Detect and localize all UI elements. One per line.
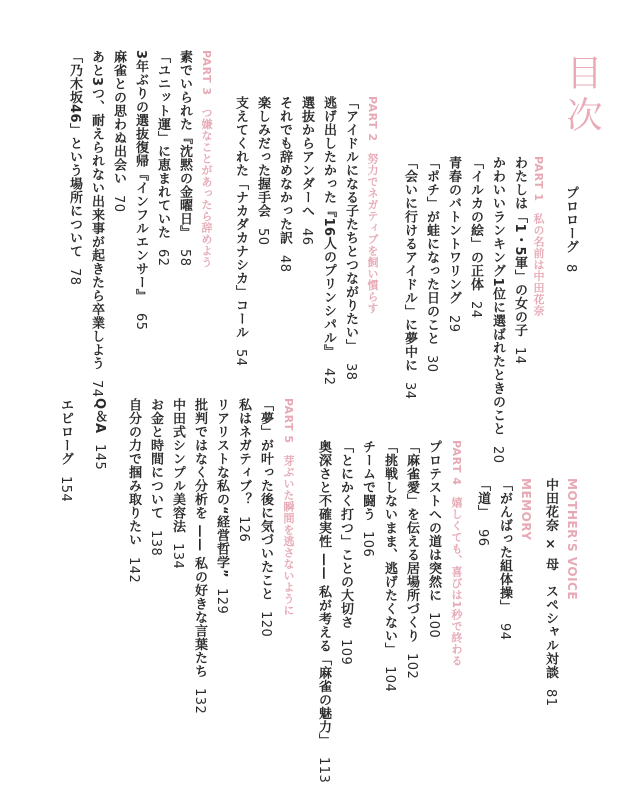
entry-label: 「乃木坂46」という場所について bbox=[67, 50, 82, 259]
part4-heading: PART 4 嬉しくても、喜びは1秒で終わる bbox=[450, 440, 463, 667]
toc-entry bbox=[426, 440, 440, 638]
page-number: 48 bbox=[277, 254, 292, 273]
toc-entry-prologue bbox=[563, 186, 577, 272]
page-number: 46 bbox=[299, 227, 314, 246]
toc-entry-epilogue bbox=[58, 398, 72, 502]
part5-heading: PART 5 芽ぶいた瞬間を逃さないように bbox=[282, 398, 295, 617]
entry-label: 私はネガティブ？ bbox=[236, 398, 251, 506]
page-number: 81 bbox=[543, 689, 558, 707]
entry-label: お金と時間について bbox=[148, 398, 163, 520]
page-number: 134 bbox=[170, 543, 185, 570]
page-number: 24 bbox=[468, 301, 483, 319]
toc-entry bbox=[89, 50, 103, 398]
entry-label: 「ポチ」が蛙になった日のこと bbox=[424, 156, 439, 345]
page-title: 目次 bbox=[561, 54, 602, 138]
page-number: 65 bbox=[133, 312, 148, 331]
page-number: 132 bbox=[192, 688, 207, 715]
toc-entry bbox=[402, 156, 416, 400]
part2-heading: PART 2 努力でネガティブを飼い慣らす bbox=[366, 96, 379, 315]
page-number: 20 bbox=[490, 445, 505, 464]
page-number: 30 bbox=[424, 355, 439, 373]
entry-label: 「とにかく打つ」ことの大切さ bbox=[338, 440, 353, 629]
entry-label: 「挑戦しないまま、逃げたくない」 bbox=[382, 440, 397, 656]
entry-label: Q＆A bbox=[92, 398, 107, 434]
toc-entry bbox=[321, 96, 335, 386]
entry-label: 「アイドルになる子たちとつながりたい」 bbox=[343, 96, 358, 353]
mothers-voice-heading: MOTHER'S VOICE bbox=[565, 478, 579, 601]
page-number: 138 bbox=[148, 529, 163, 556]
entry-label: 青春のバトントワリング bbox=[446, 156, 461, 305]
entry-label: チームで闘う bbox=[360, 440, 375, 521]
page-number: 38 bbox=[343, 362, 358, 381]
entry-label: 「麻雀愛」を伝える居場所づくり bbox=[404, 440, 419, 643]
toc-entry bbox=[382, 440, 396, 692]
toc-entry bbox=[148, 398, 162, 556]
entry-label: 中田花奈 × 母 スペシャル対談 bbox=[543, 478, 558, 680]
page-number: 126 bbox=[236, 516, 251, 543]
toc-entry bbox=[446, 156, 460, 332]
toc-entry bbox=[360, 440, 374, 557]
page-number: 50 bbox=[255, 227, 270, 246]
memory-heading: MEMORY bbox=[519, 478, 533, 541]
entry-label: 自分の力で掴み取りたい bbox=[126, 398, 141, 547]
toc-entry bbox=[192, 398, 206, 714]
entry-label: エピローグ bbox=[58, 398, 73, 466]
toc-entry bbox=[497, 478, 511, 641]
page-number: 113 bbox=[316, 757, 331, 784]
toc-entry bbox=[343, 96, 357, 380]
entry-label: 中田式シンプル美容法 bbox=[170, 398, 185, 533]
page-number: 14 bbox=[512, 347, 527, 365]
entry-label: あと3つ、耐えられない出来事が起きたら卒業しよう bbox=[89, 50, 104, 371]
entry-label: 麻雀との思わぬ出会い bbox=[111, 50, 126, 185]
toc-entry bbox=[468, 156, 482, 319]
page-number: 58 bbox=[177, 249, 192, 267]
entry-label: 「夢」が叶った後に気づいたこと bbox=[258, 398, 273, 601]
part1-heading: PART 1 私の名前は中田花奈 bbox=[532, 156, 545, 317]
entry-label: 奥深さと不確実性 —— 私が考える「麻雀の魅力」 bbox=[316, 440, 331, 748]
page-number: 42 bbox=[321, 368, 336, 386]
entry-label: 「イルカの絵」の正体 bbox=[468, 156, 483, 291]
page-number: 100 bbox=[426, 612, 441, 639]
toc-entry bbox=[111, 50, 125, 213]
entry-label: 「会いに行けるアイドル」に夢中に bbox=[402, 156, 417, 372]
page-number: 34 bbox=[402, 382, 417, 400]
toc-entry bbox=[512, 156, 526, 365]
page-number: 106 bbox=[360, 531, 375, 558]
part3-heading: PART 3 つ嫌なことがあったら辞めよう bbox=[200, 50, 213, 269]
entry-label: プロテストへの道は突然に bbox=[426, 440, 441, 602]
toc-entry bbox=[155, 50, 169, 267]
entry-label: わたしは「1・5軍」の女の子 bbox=[512, 156, 527, 338]
page-number: 154 bbox=[58, 475, 73, 502]
entry-label: 選抜からアンダーへ bbox=[299, 96, 314, 218]
toc-entry-qa bbox=[92, 398, 106, 470]
page-number: 142 bbox=[126, 556, 141, 583]
toc-entry bbox=[277, 96, 291, 272]
page-number: 104 bbox=[382, 666, 397, 693]
toc-entry bbox=[316, 440, 330, 783]
toc-entry bbox=[299, 96, 313, 245]
toc-entry bbox=[233, 96, 247, 367]
entry-label: 楽しみだった握手会 bbox=[255, 96, 270, 218]
toc-entry bbox=[543, 478, 557, 707]
toc-entry bbox=[67, 50, 81, 286]
page-number: 145 bbox=[92, 443, 107, 470]
entry-label: 逃げ出したかった『16人のプリンシパル』 bbox=[321, 96, 336, 359]
entry-label: かわいいランキング1位に選ばれたときのこと bbox=[490, 156, 505, 436]
page-number: 8 bbox=[563, 263, 578, 273]
page-number: 70 bbox=[111, 195, 126, 213]
entry-label: 批判ではなく分析を —— 私の好きな言葉たち bbox=[192, 398, 207, 679]
toc-entry bbox=[236, 398, 250, 542]
entry-label: それでも辞めなかった訳 bbox=[277, 96, 292, 245]
toc-entry bbox=[133, 50, 147, 330]
page-number: 62 bbox=[155, 249, 170, 267]
toc-entry bbox=[258, 398, 272, 637]
entry-label: リアリストな私の“経営哲学” bbox=[214, 398, 229, 579]
entry-label: 支えてくれた「ナカダカナシカ」コール bbox=[233, 96, 248, 339]
entry-label: 「がんばった組体操」 bbox=[497, 478, 512, 613]
entry-label: プロローグ bbox=[563, 186, 578, 254]
page-number: 96 bbox=[475, 528, 490, 547]
entry-label: 「ユニット運」に恵まれていた bbox=[155, 50, 170, 239]
page-number: 78 bbox=[67, 268, 82, 286]
entry-label: 「道」 bbox=[475, 478, 490, 519]
toc-entry bbox=[126, 398, 140, 583]
page-number: 54 bbox=[233, 349, 248, 367]
toc-entry bbox=[404, 440, 418, 679]
page-number: 129 bbox=[214, 588, 229, 615]
page-number: 120 bbox=[258, 610, 273, 637]
page-number: 94 bbox=[497, 623, 512, 641]
page-number: 102 bbox=[404, 652, 419, 679]
toc-entry bbox=[170, 398, 184, 569]
page-number: 74 bbox=[89, 380, 104, 398]
page-number: 29 bbox=[446, 314, 461, 333]
entry-label: 素でいられた『沈黙の金曜日』 bbox=[177, 50, 192, 239]
toc-entry bbox=[177, 50, 191, 267]
entry-label: 3年ぶりの選抜復帰『インフルエンサー』 bbox=[133, 50, 148, 303]
toc-entry bbox=[255, 96, 269, 245]
toc-entry bbox=[424, 156, 438, 373]
page-number: 109 bbox=[338, 639, 353, 666]
toc-entry bbox=[475, 478, 489, 546]
toc-entry bbox=[490, 156, 504, 463]
toc-entry bbox=[338, 440, 352, 665]
toc-entry bbox=[214, 398, 228, 614]
